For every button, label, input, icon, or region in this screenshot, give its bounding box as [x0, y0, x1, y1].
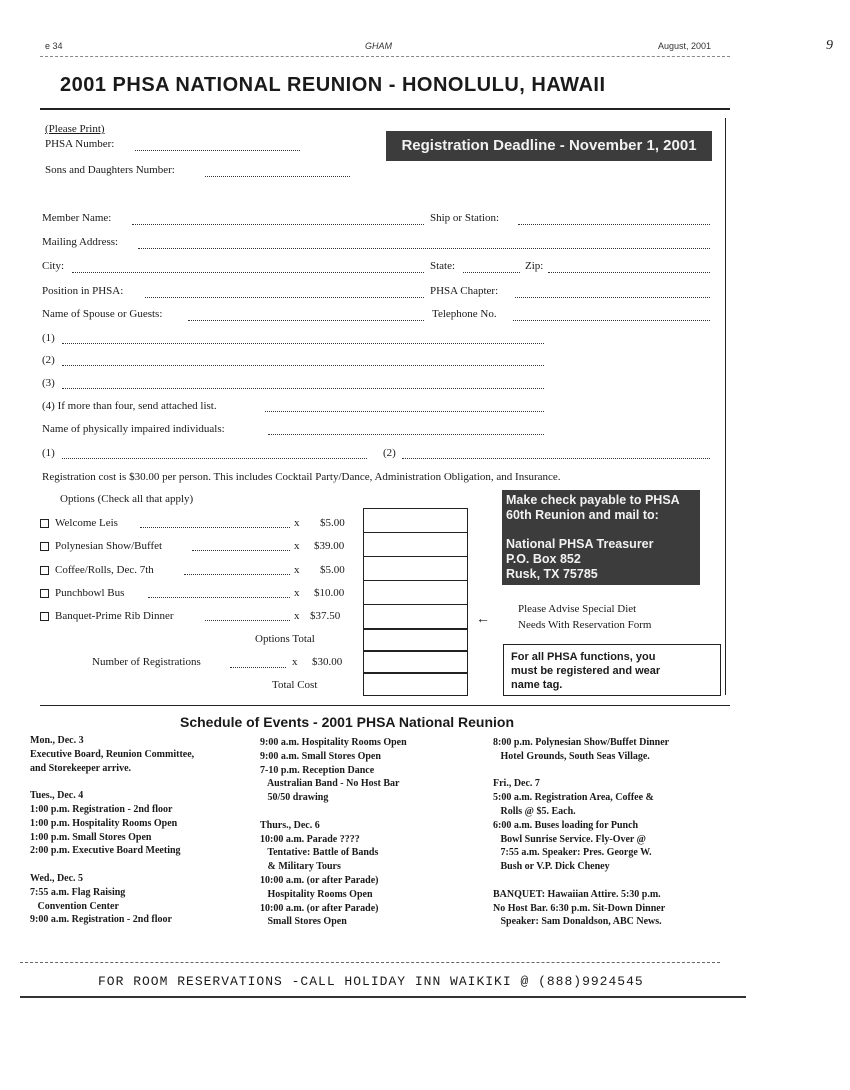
page-number: 9	[826, 38, 833, 53]
guest-3-label: (3)	[42, 377, 55, 389]
footer-bottom-rule	[20, 996, 746, 998]
position-label: Position in PHSA:	[42, 285, 124, 297]
checkbox-icon[interactable]	[40, 542, 49, 551]
cost-box-divider	[363, 556, 467, 557]
option-x: x	[294, 517, 300, 529]
functions-note-line3: name tag.	[511, 679, 563, 691]
mailing-address-label: Mailing Address:	[42, 236, 119, 248]
telephone-field[interactable]	[513, 320, 710, 321]
phsa-number-label: PHSA Number:	[45, 138, 115, 150]
guest-3-field[interactable]	[62, 388, 544, 389]
payable-line: P.O. Box 852	[506, 552, 581, 566]
checkbox-icon[interactable]	[40, 566, 49, 575]
zip-label: Zip:	[525, 260, 544, 272]
form-right-border	[725, 118, 726, 695]
sons-daughters-label: Sons and Daughters Number:	[45, 164, 175, 176]
option-price: $5.00	[320, 564, 345, 576]
registration-price: $30.00	[312, 656, 343, 668]
num-registrations-label: Number of Registrations	[92, 656, 201, 668]
header-center: GHAM	[365, 41, 392, 51]
schedule-column-2: 9:00 a.m. Hospitality Rooms Open 9:00 a.m. Small Stores Open 7-10 p.m. Reception Dance Australian Band - No Host Bar 50/50 drawing Thurs., Dec. 6 10:00 a.m. Parade ???? Tentative: Battle of Bands & Military Tours 10:00 a.m. (or after Parade) Hospitality Rooms Open 10:00 a.m. (or after Parade) Small Stores Open	[260, 737, 407, 928]
option-line	[192, 550, 290, 551]
cost-box-divider	[363, 532, 467, 533]
chapter-label: PHSA Chapter:	[430, 285, 499, 297]
option-line	[205, 620, 290, 621]
telephone-label: Telephone No.	[432, 308, 497, 320]
functions-note-line1: For all PHSA functions, you	[511, 651, 656, 663]
impaired-2-field[interactable]	[402, 458, 710, 459]
header-rule	[40, 56, 730, 57]
option-polynesian-show[interactable]: Polynesian Show/Buffet	[40, 540, 162, 552]
impaired-field[interactable]	[268, 434, 544, 435]
schedule-column-1: Mon., Dec. 3 Executive Board, Reunion Committee, and Storekeeper arrive. Tues., Dec. 4 1:00 p.m. Registration - 2nd floor 1:00 p.m. Hospitality Rooms Open 1:00 p.m. Small Stores Open 2:00 p.m. Executive Board Meeting Wed., Dec. 5 7:55 a.m. Flag Raising Convention Center 9:00 a.m. Registration - 2nd floor	[30, 735, 195, 926]
options-total-box[interactable]	[363, 628, 468, 652]
spouse-field[interactable]	[188, 320, 424, 321]
total-cost-box[interactable]	[363, 672, 468, 696]
impaired-1-label: (1)	[42, 447, 55, 459]
payable-line: Rusk, TX 75785	[506, 567, 598, 581]
option-welcome-leis[interactable]: Welcome Leis	[40, 517, 118, 529]
option-x: x	[294, 564, 300, 576]
ship-station-label: Ship or Station:	[430, 212, 500, 224]
schedule-column-3: 8:00 p.m. Polynesian Show/Buffet Dinner Hotel Grounds, South Seas Village. Fri., Dec. 7 5:00 a.m. Registration Area, Coffee & Rolls @ $5. Each. 6:00 a.m. Buses loading for Punch Bowl Sunrise Service. Fly-Over @ 7:55 a.m. Speaker: Pres. George W. Bush or V.P. Dick Cheney BANQUET: Hawaiian Attire. 5:30 p.m. No Host Bar. 6:30 p.m. Sit-Down Dinner Speaker: Sam Donaldson, ABC News.	[493, 737, 670, 928]
option-price: $5.00	[320, 517, 345, 529]
registration-deadline-banner: Registration Deadline - November 1, 2001	[386, 131, 712, 161]
city-field[interactable]	[72, 272, 424, 273]
cost-box-divider	[363, 580, 467, 581]
schedule-top-rule	[40, 705, 730, 706]
registrations-total-box[interactable]	[363, 650, 468, 674]
checkbox-icon[interactable]	[40, 519, 49, 528]
option-punchbowl-bus[interactable]: Punchbowl Bus	[40, 587, 124, 599]
zip-field[interactable]	[548, 272, 710, 273]
payable-line: 60th Reunion and mail to:	[506, 508, 659, 522]
arrow-left-icon: ←	[476, 612, 490, 627]
title-rule	[40, 108, 730, 110]
num-registrations-field[interactable]	[230, 667, 286, 668]
options-header: Options (Check all that apply)	[60, 493, 194, 505]
spouse-label: Name of Spouse or Guests:	[42, 308, 163, 320]
header-left: e 34	[45, 41, 63, 51]
option-x: x	[294, 587, 300, 599]
phsa-number-field[interactable]	[135, 150, 300, 151]
option-line	[148, 597, 290, 598]
option-line	[140, 527, 290, 528]
member-name-label: Member Name:	[42, 212, 112, 224]
option-x: x	[294, 540, 300, 552]
guest-1-label: (1)	[42, 332, 55, 344]
checkbox-icon[interactable]	[40, 612, 49, 621]
option-price: $37.50	[310, 610, 341, 622]
guest-2-label: (2)	[42, 354, 55, 366]
schedule-title: Schedule of Events - 2001 PHSA National Reunion	[180, 714, 514, 730]
member-name-field[interactable]	[132, 224, 424, 225]
payable-to-box	[502, 490, 700, 585]
position-field[interactable]	[145, 297, 424, 298]
chapter-field[interactable]	[515, 297, 710, 298]
footer-top-rule	[20, 962, 720, 963]
mailing-address-field[interactable]	[138, 248, 710, 249]
sons-daughters-field[interactable]	[205, 176, 350, 177]
page-title: 2001 PHSA NATIONAL REUNION - HONOLULU, HAWAII	[60, 74, 606, 96]
impaired-1-field[interactable]	[62, 458, 367, 459]
diet-note-line2: Needs With Reservation Form	[518, 619, 652, 631]
header-right: August, 2001	[658, 41, 712, 51]
impaired-label: Name of physically impaired individuals:	[42, 423, 225, 435]
num-registrations-x: x	[292, 656, 298, 668]
city-label: City:	[42, 260, 65, 272]
diet-note-line1: Please Advise Special Diet	[518, 603, 637, 615]
option-x: x	[294, 610, 300, 622]
checkbox-icon[interactable]	[40, 589, 49, 598]
option-price: $39.00	[314, 540, 345, 552]
please-print-label: (Please Print)	[45, 123, 105, 135]
total-cost-label: Total Cost	[272, 679, 318, 691]
ship-station-field[interactable]	[518, 224, 710, 225]
guest-4-field[interactable]	[265, 411, 544, 412]
guest-2-field[interactable]	[62, 365, 544, 366]
option-price: $10.00	[314, 587, 345, 599]
cost-box-divider	[363, 604, 467, 605]
option-cost-box[interactable]	[363, 508, 468, 630]
payable-line: Make check payable to PHSA	[506, 493, 680, 507]
option-line	[184, 574, 290, 575]
room-reservation-note: FOR ROOM RESERVATIONS -CALL HOLIDAY INN WAIKIKI @ (888)9924545	[98, 974, 644, 989]
guest-1-field[interactable]	[62, 343, 544, 344]
state-field[interactable]	[463, 272, 520, 273]
impaired-2-label: (2)	[383, 447, 396, 459]
option-coffee-rolls[interactable]: Coffee/Rolls, Dec. 7th	[40, 564, 154, 576]
payable-line: National PHSA Treasurer	[506, 537, 654, 551]
functions-note-line2: must be registered and wear	[511, 665, 661, 677]
guest-4-label: (4) If more than four, send attached list.	[42, 400, 217, 412]
option-banquet[interactable]: Banquet-Prime Rib Dinner	[40, 610, 174, 622]
state-label: State:	[430, 260, 456, 272]
cost-note: Registration cost is $30.00 per person. This includes Cocktail Party/Dance, Administration Obligation, and Insurance.	[42, 471, 561, 483]
options-total-label: Options Total	[255, 633, 315, 645]
